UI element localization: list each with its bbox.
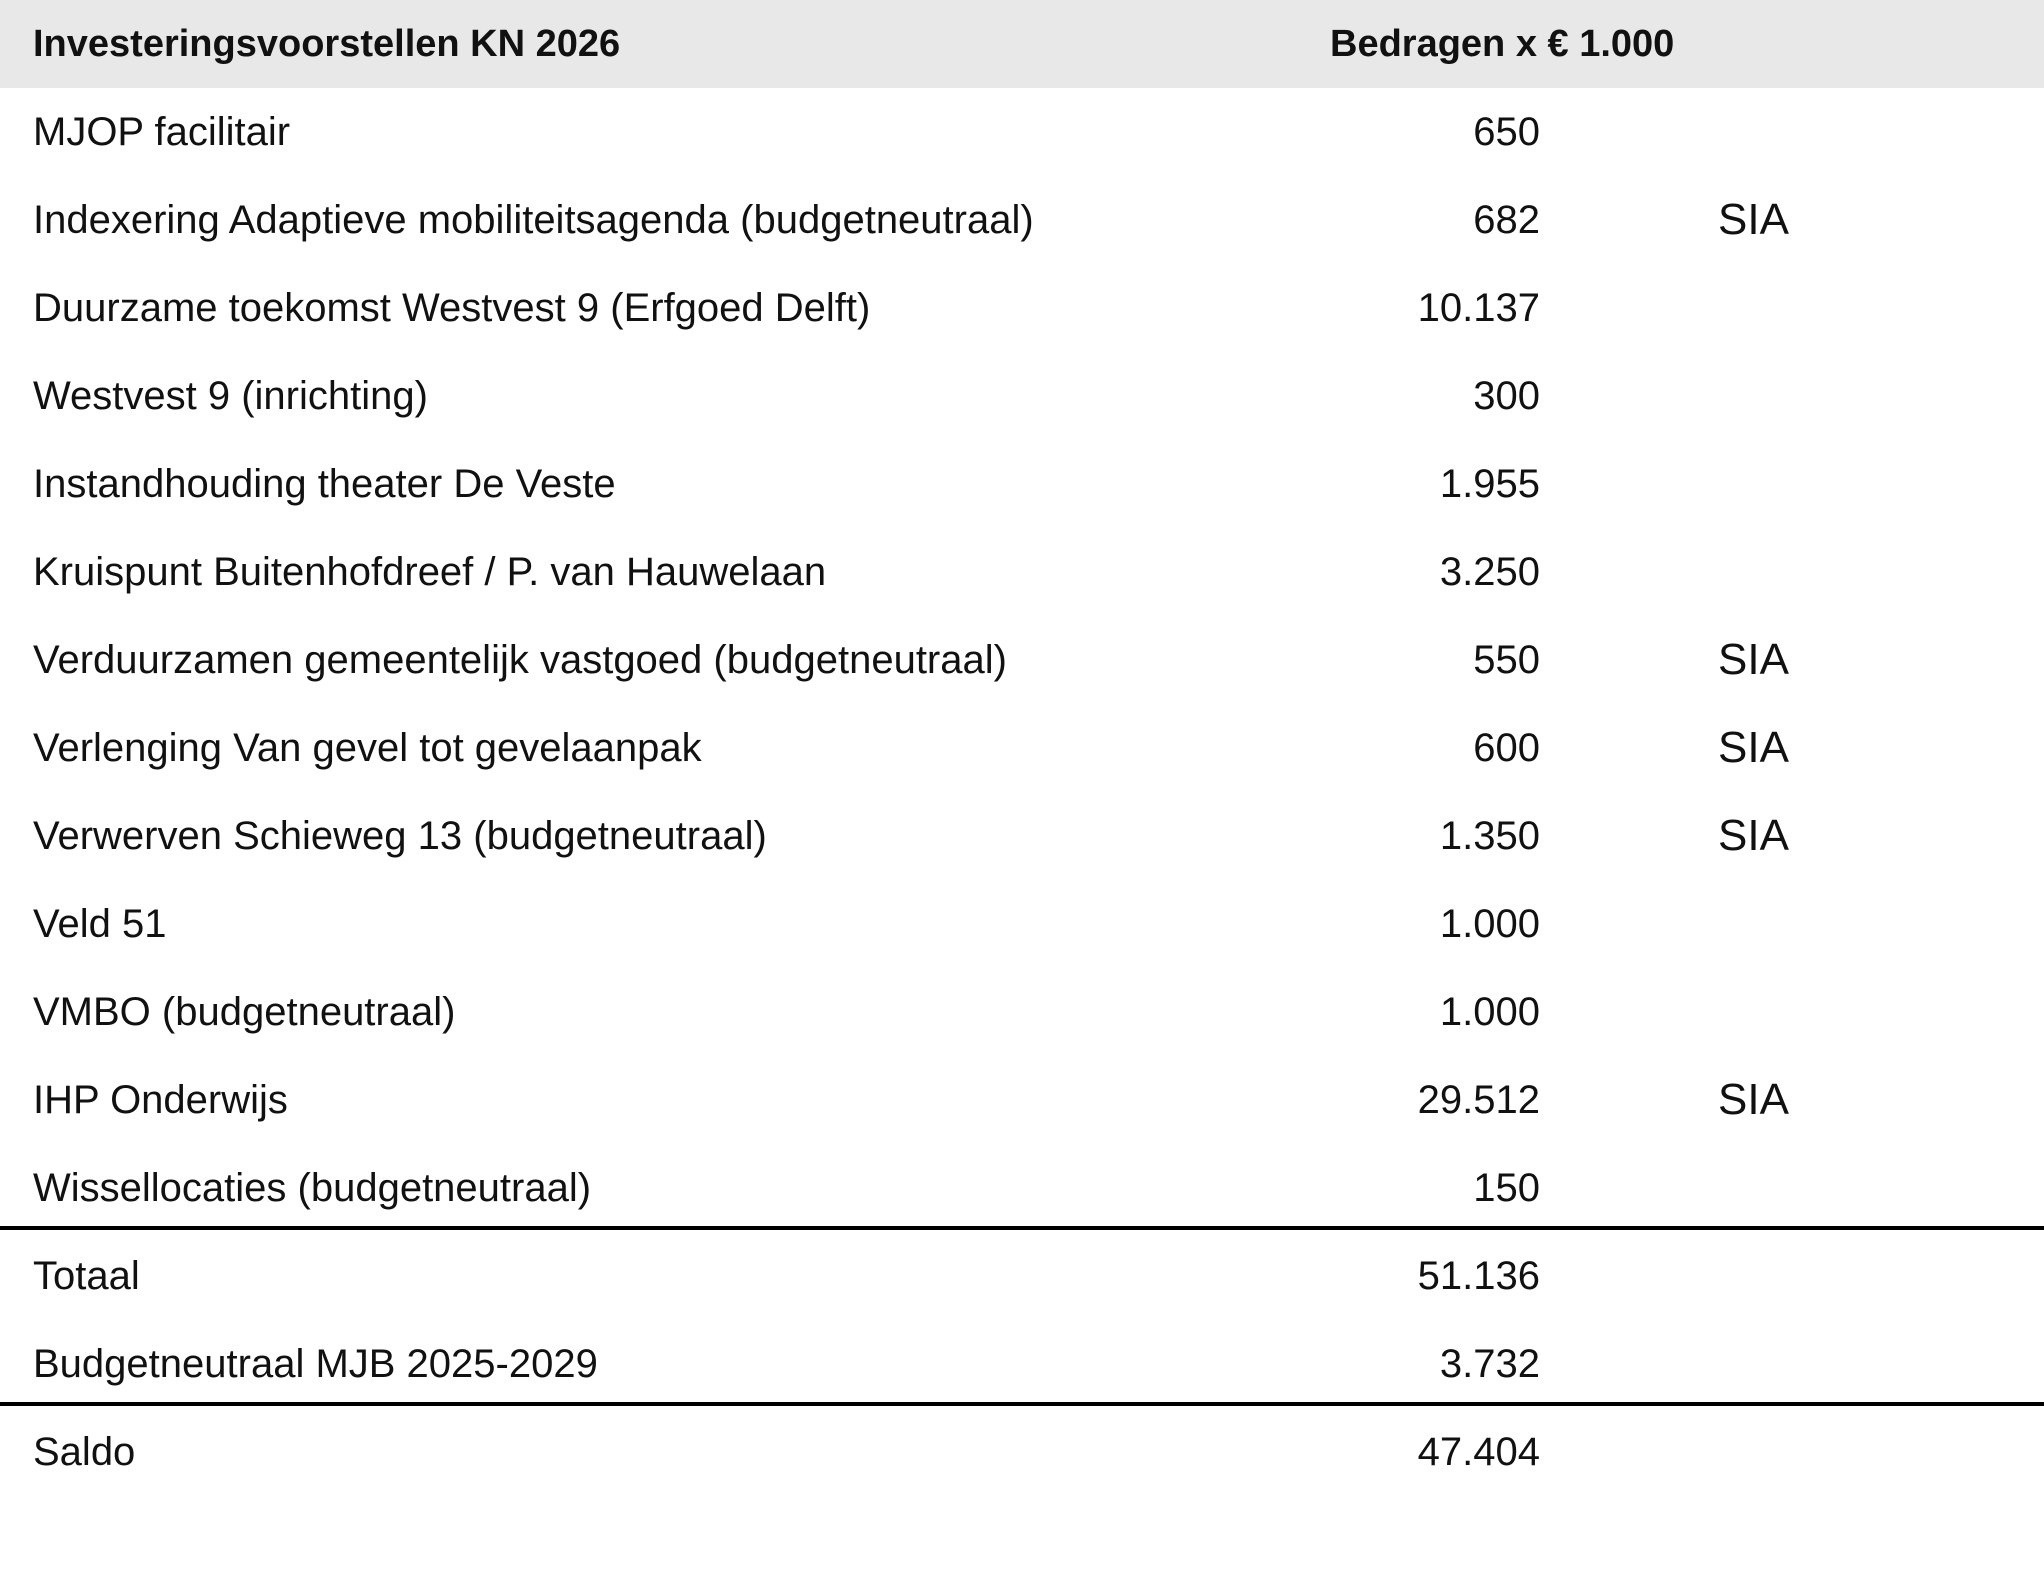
table-row: [0, 352, 2044, 440]
row-label: VMBO (budgetneutraal): [33, 990, 456, 1034]
row-amount: 682: [1473, 198, 1540, 242]
table-header: [0, 0, 2044, 88]
table-row: [0, 792, 2044, 880]
row-tag: SIA: [1718, 635, 1789, 684]
row-label: Westvest 9 (inrichting): [33, 374, 428, 418]
table-row: [0, 440, 2044, 528]
table-row: [0, 616, 2044, 704]
row-label: Indexering Adaptieve mobiliteitsagenda (budgetneutraal): [33, 198, 1034, 242]
total-row: [0, 1232, 2044, 1320]
table-row: [0, 88, 2044, 176]
row-label: MJOP facilitair: [33, 110, 291, 154]
row-label: Verduurzamen gemeentelijk vastgoed (budgetneutraal): [33, 638, 1007, 682]
table-row: [0, 528, 2044, 616]
table-title: Investeringsvoorstellen KN 2026: [33, 23, 621, 65]
row-amount: 550: [1473, 638, 1540, 682]
balance-label: Saldo: [33, 1430, 136, 1474]
amount-column-heading: Bedragen x € 1.000: [1330, 23, 1675, 65]
row-amount: 29.512: [1417, 1078, 1540, 1122]
budget-neutral-row: [0, 1320, 2044, 1408]
row-tag: SIA: [1718, 1075, 1789, 1124]
row-amount: 1.000: [1439, 990, 1540, 1034]
row-amount: 1.000: [1439, 902, 1540, 946]
table-row: [0, 176, 2044, 264]
row-label: IHP Onderwijs: [33, 1078, 288, 1122]
budget-neutral-label: Budgetneutraal MJB 2025-2029: [33, 1342, 598, 1386]
row-tag: SIA: [1718, 811, 1789, 860]
table-row: [0, 880, 2044, 968]
table-row: [0, 1056, 2044, 1144]
row-amount: 600: [1473, 726, 1540, 770]
balance-divider: [0, 1402, 2044, 1406]
row-tag: SIA: [1718, 723, 1789, 772]
total-divider: [0, 1226, 2044, 1230]
table-row: [0, 264, 2044, 352]
row-label: Instandhouding theater De Veste: [33, 462, 616, 506]
budget-neutral-amount: 3.732: [1439, 1342, 1540, 1386]
table-row: [0, 704, 2044, 792]
row-label: Wissellocaties (budgetneutraal): [33, 1166, 592, 1210]
balance-amount: 47.404: [1417, 1430, 1540, 1474]
balance-row: [0, 1408, 2044, 1496]
total-label: Totaal: [33, 1254, 140, 1298]
total-amount: 51.136: [1417, 1254, 1540, 1298]
row-tag: SIA: [1718, 195, 1789, 244]
row-label: Verwerven Schieweg 13 (budgetneutraal): [33, 814, 767, 858]
row-amount: 1.955: [1439, 462, 1540, 506]
table-row: [0, 1144, 2044, 1232]
row-amount: 300: [1473, 374, 1540, 418]
row-amount: 1.350: [1439, 814, 1540, 858]
row-label: Veld 51: [33, 902, 167, 946]
row-amount: 10.137: [1417, 286, 1540, 330]
row-amount: 3.250: [1439, 550, 1540, 594]
table-row: [0, 968, 2044, 1056]
row-label: Verlenging Van gevel tot gevelaanpak: [33, 726, 702, 770]
row-amount: 650: [1473, 110, 1540, 154]
row-amount: 150: [1473, 1166, 1540, 1210]
row-label: Kruispunt Buitenhofdreef / P. van Hauwelaan: [33, 550, 827, 594]
row-label: Duurzame toekomst Westvest 9 (Erfgoed Delft): [33, 286, 871, 330]
